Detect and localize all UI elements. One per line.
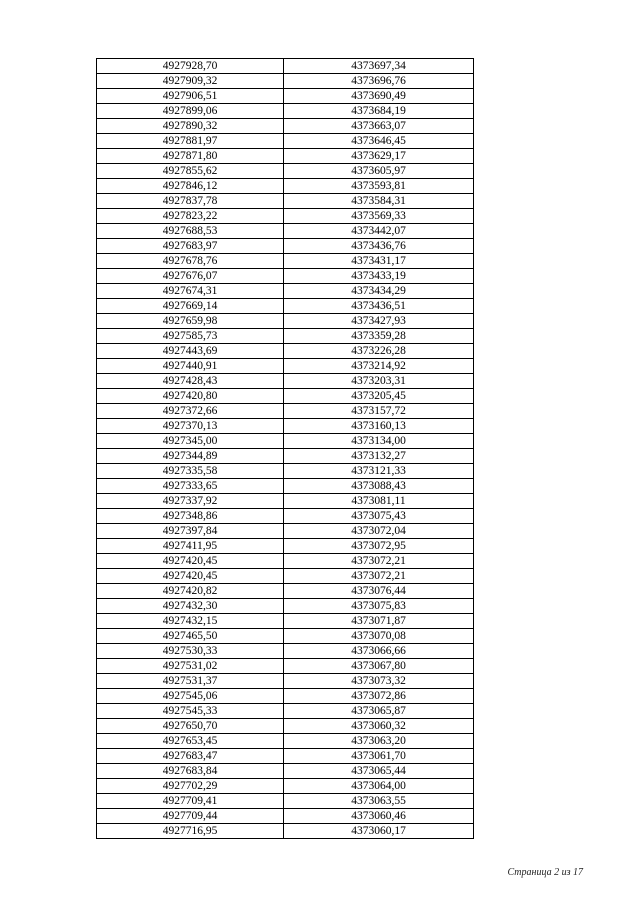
x-coordinate-cell: 4927420,45	[97, 554, 284, 569]
x-coordinate-cell: 4927669,14	[97, 299, 284, 314]
table-row	[97, 554, 474, 569]
x-coordinate-cell: 4927881,97	[97, 134, 284, 149]
y-coordinate-cell: 4373065,44	[284, 764, 474, 779]
y-coordinate-cell: 4373073,32	[284, 674, 474, 689]
y-coordinate-cell: 4373132,27	[284, 449, 474, 464]
y-coordinate-cell: 4373427,93	[284, 314, 474, 329]
x-coordinate-cell: 4927683,97	[97, 239, 284, 254]
y-coordinate-cell: 4373629,17	[284, 149, 474, 164]
x-coordinate-cell: 4927335,58	[97, 464, 284, 479]
page-number-footer: Страница 2 из 17	[507, 867, 583, 878]
y-coordinate-cell: 4373063,55	[284, 794, 474, 809]
x-coordinate-cell: 4927372,66	[97, 404, 284, 419]
y-coordinate-cell: 4373205,45	[284, 389, 474, 404]
y-coordinate-cell: 4373203,31	[284, 374, 474, 389]
table-row	[97, 194, 474, 209]
x-coordinate-cell: 4927928,70	[97, 59, 284, 74]
table-row	[97, 284, 474, 299]
x-coordinate-cell: 4927333,65	[97, 479, 284, 494]
table-row	[97, 374, 474, 389]
table-row	[97, 629, 474, 644]
x-coordinate-cell: 4927716,95	[97, 824, 284, 839]
y-coordinate-cell: 4373075,83	[284, 599, 474, 614]
x-coordinate-cell: 4927688,53	[97, 224, 284, 239]
table-row	[97, 674, 474, 689]
x-coordinate-cell: 4927545,06	[97, 689, 284, 704]
x-coordinate-cell: 4927428,43	[97, 374, 284, 389]
table-row	[97, 419, 474, 434]
x-coordinate-cell: 4927411,95	[97, 539, 284, 554]
y-coordinate-cell: 4373075,43	[284, 509, 474, 524]
y-coordinate-cell: 4373646,45	[284, 134, 474, 149]
table-row	[97, 404, 474, 419]
x-coordinate-cell: 4927370,13	[97, 419, 284, 434]
table-row	[97, 464, 474, 479]
y-coordinate-cell: 4373065,87	[284, 704, 474, 719]
x-coordinate-cell: 4927676,07	[97, 269, 284, 284]
y-coordinate-cell: 4373434,29	[284, 284, 474, 299]
y-coordinate-cell: 4373584,31	[284, 194, 474, 209]
y-coordinate-cell: 4373157,72	[284, 404, 474, 419]
x-coordinate-cell: 4927420,45	[97, 569, 284, 584]
table-row	[97, 479, 474, 494]
y-coordinate-cell: 4373226,28	[284, 344, 474, 359]
x-coordinate-cell: 4927683,84	[97, 764, 284, 779]
table-row	[97, 509, 474, 524]
x-coordinate-cell: 4927653,45	[97, 734, 284, 749]
x-coordinate-cell: 4927440,91	[97, 359, 284, 374]
table-row	[97, 104, 474, 119]
table-row	[97, 89, 474, 104]
table-row	[97, 644, 474, 659]
table-row	[97, 269, 474, 284]
x-coordinate-cell: 4927846,12	[97, 179, 284, 194]
x-coordinate-cell: 4927530,33	[97, 644, 284, 659]
y-coordinate-cell: 4373697,34	[284, 59, 474, 74]
table-row	[97, 524, 474, 539]
y-coordinate-cell: 4373072,04	[284, 524, 474, 539]
table-row	[97, 809, 474, 824]
table-row	[97, 119, 474, 134]
y-coordinate-cell: 4373569,33	[284, 209, 474, 224]
x-coordinate-cell: 4927909,32	[97, 74, 284, 89]
table-row	[97, 224, 474, 239]
y-coordinate-cell: 4373431,17	[284, 254, 474, 269]
y-coordinate-cell: 4373064,00	[284, 779, 474, 794]
x-coordinate-cell: 4927545,33	[97, 704, 284, 719]
y-coordinate-cell: 4373060,46	[284, 809, 474, 824]
x-coordinate-cell: 4927432,30	[97, 599, 284, 614]
table-row	[97, 719, 474, 734]
x-coordinate-cell: 4927345,00	[97, 434, 284, 449]
table-row	[97, 329, 474, 344]
y-coordinate-cell: 4373433,19	[284, 269, 474, 284]
x-coordinate-cell: 4927420,82	[97, 584, 284, 599]
coordinates-table-body	[97, 59, 474, 839]
table-row	[97, 689, 474, 704]
coordinates-table	[96, 58, 474, 839]
x-coordinate-cell: 4927585,73	[97, 329, 284, 344]
y-coordinate-cell: 4373359,28	[284, 329, 474, 344]
table-row	[97, 449, 474, 464]
x-coordinate-cell: 4927432,15	[97, 614, 284, 629]
table-row	[97, 599, 474, 614]
x-coordinate-cell: 4927465,50	[97, 629, 284, 644]
y-coordinate-cell: 4373081,11	[284, 494, 474, 509]
table-row	[97, 749, 474, 764]
x-coordinate-cell: 4927871,80	[97, 149, 284, 164]
y-coordinate-cell: 4373605,97	[284, 164, 474, 179]
x-coordinate-cell: 4927659,98	[97, 314, 284, 329]
x-coordinate-cell: 4927348,86	[97, 509, 284, 524]
table-row	[97, 704, 474, 719]
table-row	[97, 779, 474, 794]
y-coordinate-cell: 4373061,70	[284, 749, 474, 764]
table-row	[97, 74, 474, 89]
x-coordinate-cell: 4927683,47	[97, 749, 284, 764]
y-coordinate-cell: 4373663,07	[284, 119, 474, 134]
table-row	[97, 359, 474, 374]
table-row	[97, 614, 474, 629]
y-coordinate-cell: 4373436,76	[284, 239, 474, 254]
y-coordinate-cell: 4373593,81	[284, 179, 474, 194]
table-row	[97, 794, 474, 809]
y-coordinate-cell: 4373134,00	[284, 434, 474, 449]
y-coordinate-cell: 4373060,17	[284, 824, 474, 839]
y-coordinate-cell: 4373160,13	[284, 419, 474, 434]
y-coordinate-cell: 4373071,87	[284, 614, 474, 629]
table-row	[97, 299, 474, 314]
x-coordinate-cell: 4927702,29	[97, 779, 284, 794]
y-coordinate-cell: 4373066,66	[284, 644, 474, 659]
x-coordinate-cell: 4927855,62	[97, 164, 284, 179]
x-coordinate-cell: 4927420,80	[97, 389, 284, 404]
x-coordinate-cell: 4927674,31	[97, 284, 284, 299]
table-row	[97, 824, 474, 839]
y-coordinate-cell: 4373060,32	[284, 719, 474, 734]
table-row	[97, 134, 474, 149]
y-coordinate-cell: 4373690,49	[284, 89, 474, 104]
table-row	[97, 764, 474, 779]
table-row	[97, 314, 474, 329]
x-coordinate-cell: 4927890,32	[97, 119, 284, 134]
table-row	[97, 659, 474, 674]
x-coordinate-cell: 4927899,06	[97, 104, 284, 119]
table-row	[97, 734, 474, 749]
y-coordinate-cell: 4373070,08	[284, 629, 474, 644]
table-row	[97, 434, 474, 449]
y-coordinate-cell: 4373072,86	[284, 689, 474, 704]
y-coordinate-cell: 4373436,51	[284, 299, 474, 314]
y-coordinate-cell: 4373121,33	[284, 464, 474, 479]
y-coordinate-cell: 4373214,92	[284, 359, 474, 374]
x-coordinate-cell: 4927397,84	[97, 524, 284, 539]
x-coordinate-cell: 4927837,78	[97, 194, 284, 209]
x-coordinate-cell: 4927678,76	[97, 254, 284, 269]
x-coordinate-cell: 4927531,37	[97, 674, 284, 689]
y-coordinate-cell: 4373684,19	[284, 104, 474, 119]
table-row	[97, 164, 474, 179]
y-coordinate-cell: 4373067,80	[284, 659, 474, 674]
x-coordinate-cell: 4927709,41	[97, 794, 284, 809]
table-row	[97, 494, 474, 509]
table-row	[97, 149, 474, 164]
table-row	[97, 239, 474, 254]
table-row	[97, 209, 474, 224]
table-row	[97, 584, 474, 599]
table-row	[97, 254, 474, 269]
y-coordinate-cell: 4373442,07	[284, 224, 474, 239]
x-coordinate-cell: 4927344,89	[97, 449, 284, 464]
x-coordinate-cell: 4927823,22	[97, 209, 284, 224]
table-row	[97, 569, 474, 584]
y-coordinate-cell: 4373696,76	[284, 74, 474, 89]
y-coordinate-cell: 4373088,43	[284, 479, 474, 494]
table-row	[97, 179, 474, 194]
x-coordinate-cell: 4927443,69	[97, 344, 284, 359]
y-coordinate-cell: 4373072,95	[284, 539, 474, 554]
table-row	[97, 539, 474, 554]
x-coordinate-cell: 4927906,51	[97, 89, 284, 104]
table-row	[97, 59, 474, 74]
table-row	[97, 389, 474, 404]
table-row	[97, 344, 474, 359]
y-coordinate-cell: 4373072,21	[284, 554, 474, 569]
x-coordinate-cell: 4927650,70	[97, 719, 284, 734]
y-coordinate-cell: 4373063,20	[284, 734, 474, 749]
x-coordinate-cell: 4927709,44	[97, 809, 284, 824]
y-coordinate-cell: 4373072,21	[284, 569, 474, 584]
x-coordinate-cell: 4927337,92	[97, 494, 284, 509]
y-coordinate-cell: 4373076,44	[284, 584, 474, 599]
x-coordinate-cell: 4927531,02	[97, 659, 284, 674]
